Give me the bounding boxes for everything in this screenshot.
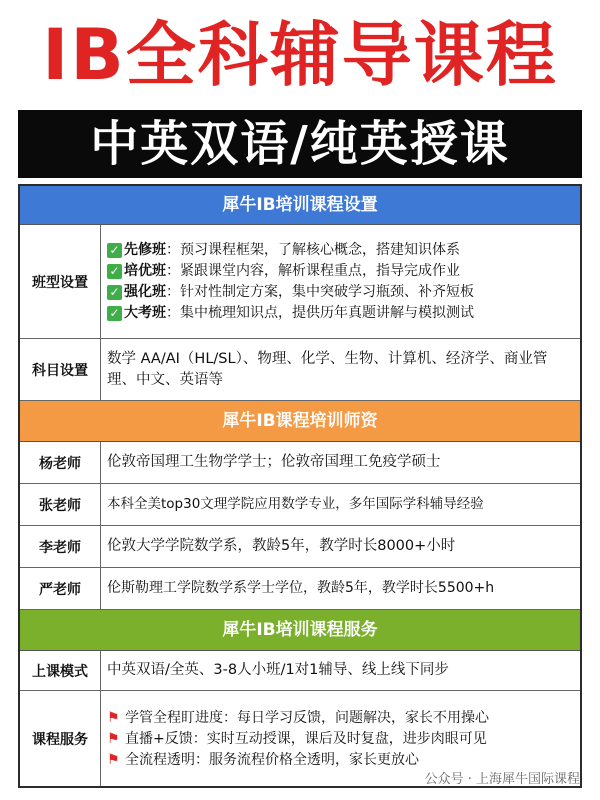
list-item: ⚑ 学管全程盯进度：每日学习反馈，问题解决，家长不用操心	[107, 708, 574, 729]
teacher-row	[20, 526, 580, 568]
check-box-icon: ✓	[107, 243, 122, 258]
red-flag-icon: ⚑	[107, 751, 120, 768]
teacher-desc: 本科全美top30文理学院应用数学专业，多年国际学科辅导经验	[107, 496, 484, 512]
check-box-icon: ✓	[107, 264, 122, 279]
list-item: ✓ 先修班 ： 预习课程框架，了解核心概念，搭建知识体系	[107, 240, 574, 261]
course-table	[18, 184, 582, 788]
class-mode-row	[20, 651, 580, 691]
class-type-row	[20, 225, 580, 339]
page-title: IB全科辅导课程	[42, 14, 558, 96]
teacher-row	[20, 442, 580, 484]
section-header-course-setup: 犀牛IB培训课程设置	[20, 186, 580, 225]
teacher-row	[20, 568, 580, 610]
subject-row	[20, 339, 580, 401]
section-header-teachers: 犀牛IB课程培训师资	[20, 401, 580, 442]
teacher-row	[20, 484, 580, 526]
teacher-name: 张老师	[20, 484, 101, 525]
section-header-services: 犀牛IB培训课程服务	[20, 610, 580, 651]
row-label: 上课模式	[20, 651, 101, 690]
watermark: 公众号 · 上海犀牛国际课程	[424, 772, 580, 787]
list-item: ⚑ 全流程透明：服务流程价格全透明，家长更放心	[107, 750, 574, 771]
row-label: 班型设置	[20, 225, 101, 338]
list-item: ✓ 培优班 ： 紧跟课堂内容，解析课程重点，指导完成作业	[107, 261, 574, 282]
red-flag-icon: ⚑	[107, 709, 120, 726]
list-item: ✓ 强化班 ： 针对性制定方案，集中突破学习瓶颈、补齐短板	[107, 282, 574, 303]
check-box-icon: ✓	[107, 306, 122, 321]
teacher-name: 杨老师	[20, 442, 101, 483]
subject-list: 数学 AA/AI（HL/SL）、物理、化学、生物、计算机、经济学、商业管理、中文、英语等	[107, 350, 548, 388]
class-type-list	[101, 225, 580, 338]
teacher-name: 李老师	[20, 526, 101, 567]
teacher-desc: 伦敦帝国理工生物学学士；伦敦帝国理工免疫学硕士	[107, 454, 441, 470]
row-label: 科目设置	[20, 339, 101, 400]
teacher-desc: 伦敦大学学院数学系，教龄5年，教学时长8000+小时	[107, 538, 456, 554]
teacher-name: 严老师	[20, 568, 101, 609]
subtitle-banner: 中英双语/纯英授课	[18, 110, 582, 178]
check-box-icon: ✓	[107, 285, 122, 300]
row-label: 课程服务	[20, 691, 101, 787]
class-mode: 中英双语/全英、3-8人小班/1对1辅导、线上线下同步	[107, 662, 449, 678]
teacher-desc: 伦斯勒理工学院数学系学士学位，教龄5年，教学时长5500+h	[107, 580, 495, 596]
list-item: ✓ 大考班 ： 集中梳理知识点，提供历年真题讲解与模拟测试	[107, 303, 574, 324]
red-flag-icon: ⚑	[107, 730, 120, 747]
list-item: ⚑ 直播+反馈：实时互动授课，课后及时复盘，进步肉眼可见	[107, 729, 574, 750]
